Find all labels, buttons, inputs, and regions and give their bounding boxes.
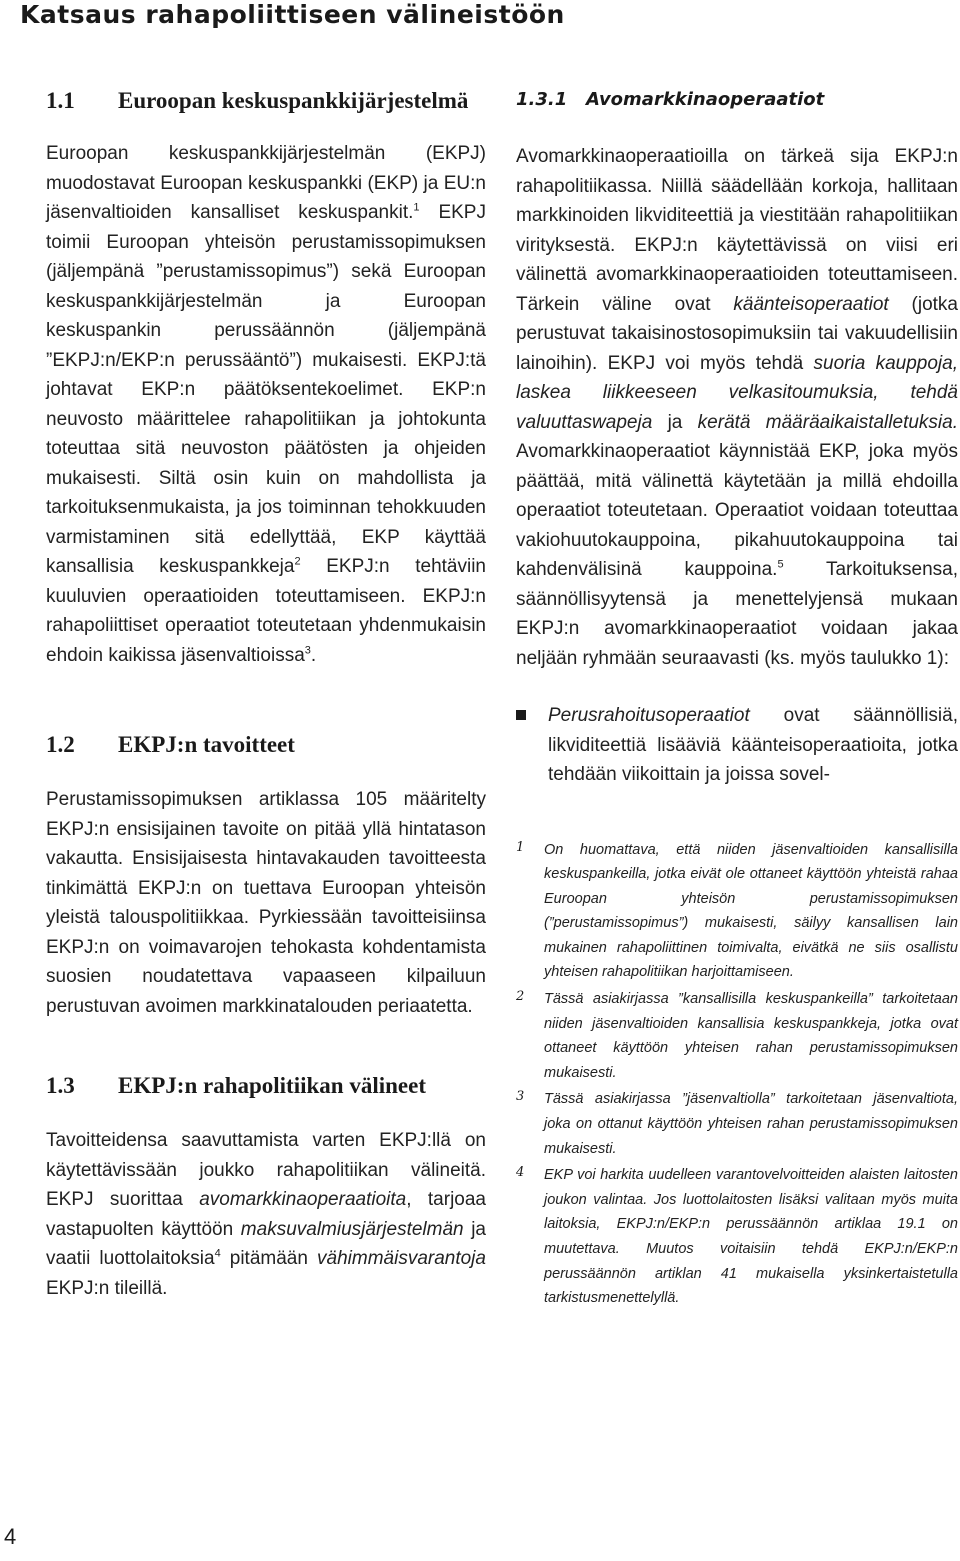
footnote-text: On huomattava, että niiden jäsenvaltioiden kansallisilla keskuspankeilla, jotka eivät ole ottaneet käyttöön yhteistä rahaa Euroopan yhteisön perustamissopimuksen (”perustamissopimus”) mukaisesti, säilyy kansallisen lain mukainen rahapoliittinen toimivalta, eivätkä ne siis osallistu yhteisen rahapolitiikan harjoittamiseen.	[544, 841, 958, 981]
section-number: 1.3	[46, 1073, 75, 1098]
page-header: Katsaus rahapoliittiseen välineistöön	[20, 0, 565, 29]
emphasis: kerätä määräaikaistalletuksia.	[697, 411, 958, 433]
paragraph-ekpj	[46, 139, 486, 670]
left-column	[46, 86, 486, 1303]
bullet-item	[516, 701, 958, 790]
paragraph-avomarkkina	[516, 142, 958, 673]
section-1-3-heading	[46, 1071, 486, 1100]
text-run: Euroopan keskuspankkijärjestelmän (EKPJ) muodostavat Euroopan keskuspankki (EKP) ja EU:n jäsenvaltioiden kansalliset keskuspankit.	[46, 143, 486, 223]
text-run: ja vaatii luottolaitoksia	[46, 1218, 486, 1269]
text-run: EKPJ:n tileillä.	[46, 1277, 168, 1299]
square-bullet-icon	[516, 710, 526, 720]
footnote-ref: 2	[294, 555, 301, 568]
paragraph-tavoitteet: Perustamissopimuksen artiklassa 105 määritelty EKPJ:n ensisijainen tavoite on pitää yllä hintatason vakautta. Ensisijaisesta hintavakauden tavoitteesta tinkimättä EKPJ:n on tuettava Euroopan yhteisön yleistä talouspolitiikkaa. Pyrkiessään tavoitteisiinsa EKPJ:n on voimavarojen tehokasta kohdentamista suosien noudatettava vapaaseen kilpailuun perustuvan avoimen markkinatalouden periaatetta.	[46, 789, 486, 1017]
footnote-text: Tässä asiakirjassa ”jäsenvaltiolla” tarkoitetaan jäsenvaltiota, joka on ottanut käyttöön yhteisen rahan perustamissopimuksen mukaisesti.	[544, 1091, 958, 1157]
footnote-number: 1	[516, 839, 525, 855]
section-1-2-heading	[46, 730, 486, 759]
text-run: (jotka perustuvat takaisinostosopimuksiin tai vakuudellisiin lainoihin). EKPJ voi myös tehdä	[516, 293, 958, 374]
text-run: ja	[652, 411, 698, 433]
footnote-1	[516, 838, 958, 986]
footnote-ref: 1	[413, 201, 420, 214]
footnote-number: 3	[516, 1089, 525, 1105]
footnote-ref: 4	[214, 1247, 221, 1260]
text-run: .	[310, 644, 317, 666]
footnote-ref: 5	[777, 558, 784, 571]
section-1-1	[46, 86, 486, 670]
subsection-title: Avomarkkinaoperaatiot	[586, 89, 825, 110]
section-title: EKPJ:n tavoitteet	[118, 732, 295, 757]
text-run: , tarjoaa vastapuolten käyttöön	[46, 1189, 486, 1240]
section-1-1-heading	[46, 86, 486, 115]
footnote-4	[516, 1163, 958, 1311]
section-1-2	[46, 730, 486, 1021]
emphasis: avomarkkinaoperaatioita	[199, 1189, 407, 1210]
footnote-number: 4	[516, 1165, 525, 1181]
footnote-text: Tässä asiakirjassa ”kansallisilla keskuspankeilla” tarkoitetaan niiden jäsenvaltioiden kansallisia keskuspankkeja, jotka ovat ottaneet käyttöön yhteisen rahan perustamissopimuksen mukaisesti.	[544, 991, 958, 1081]
emphasis: maksuvalmiusjärjestelmän	[240, 1218, 464, 1240]
footnote-3	[516, 1087, 958, 1161]
text-run: ovat säännöllisiä, likviditeettiä lisääviä käänteisoperaatioita, jotka tehdään viikoittain ja joissa sovel-	[548, 705, 958, 785]
section-1-3-1	[516, 86, 958, 673]
text-run: Avomarkkinaoperaatioilla on tärkeä sija EKPJ:n rahapolitiikassa. Niillä säädellään korkoja, hallitaan markkinoiden likviditeettiä ja viestitään rahapolitiikan virityksestä. EKPJ:n käytettävissä on viisi eri välinettä avomarkkinaoperaatioiden toteuttamiseen. Tärkein väline ovat	[516, 146, 958, 315]
right-column	[516, 86, 958, 1313]
subsection-number: 1.3.1	[516, 89, 568, 110]
footnote-2	[516, 987, 958, 1085]
emphasis: Perusrahoitusoperaatiot	[548, 705, 750, 726]
footnotes	[516, 838, 958, 1311]
text-run: Avomarkkinaoperaatiot käynnistää EKP, joka myös päättää, mitä välinettä käytetään ja millä ehdoilla operaatiot toteutetaan. Operaatiot voidaan toteuttaa vakiohuutokauppoina, pikahuutokauppoina tai kahdenvälisinä kauppoina.	[516, 441, 958, 580]
text-run: Tarkoituksensa, säännöllisyytensä ja menettelyjensä mukaan EKPJ:n avomarkkinaoperaatiot voidaan jakaa neljään ryhmään seuraavasti (ks. myös taulukko 1):	[516, 559, 958, 669]
bullet-text	[548, 701, 958, 790]
text-run: EKPJ toimii Euroopan yhteisön perustamissopimuksen (jäljempänä ”perustamissopimus”) sekä Euroopan keskuspankkijärjestelmän ja Euroopan keskuspankin perussäännön (jäljempänä ”EKPJ:n/EKP:n perussääntö”) mukaisesti. EKPJ:tä johtavat EKP:n päätöksentekoelimet. EKP:n neuvosto määrittelee rahapolitiikan ja johtokunta toteuttaa sitä neuvoston päätösten ja ohjeiden mukaisesti. Siltä osin kuin on mahdollista ja tarkoituksenmukaista, ja jos toiminnan tehokkuuden varmistaminen sitä edellyttää, EKP käyttää kansallisia keskuspankkeja	[46, 202, 486, 577]
section-number: 1.1	[46, 88, 75, 113]
section-1-3	[46, 1071, 486, 1303]
subsection-heading	[516, 86, 958, 114]
footnote-ref: 3	[304, 644, 311, 657]
text-run: EKPJ:n tehtäviin kuuluvien operaatioiden toteuttamiseen. EKPJ:n rahapoliittiset operaatiot toteutetaan yhdenmukaisin ehdoin kaikissa jäsenvaltioissa	[46, 556, 486, 666]
emphasis: käänteisoperaatiot	[733, 293, 889, 315]
text-run: Tavoitteidensa saavuttamista varten EKPJ:llä on käytettävissään joukko rahapolitiikan välineitä. EKPJ suorittaa	[46, 1130, 486, 1210]
section-number: 1.2	[46, 732, 75, 757]
section-title: EKPJ:n rahapolitiikan välineet	[118, 1073, 426, 1098]
footnote-number: 2	[516, 989, 525, 1005]
emphasis: suoria kauppoja, laskea liikkeeseen velkasitoumuksia, tehdä valuuttaswapeja	[516, 352, 958, 433]
text-run: pitämään	[220, 1248, 318, 1269]
footnote-text: EKP voi harkita uudelleen varantovelvoitteiden alaisten laitosten joukon valintaa. Jos luottolaitosten lisäksi valitaan myös muita laitoksia, EKPJ:n/EKP:n perussäännön artiklaa 19.1 on muutettava. Muutos voitaisiin tehdä EKPJ:n/EKP:n perussäännön artiklan 41 mukaisella yksinkertaistetulla tarkistusmenettelyllä.	[544, 1167, 958, 1307]
paragraph-valineet	[46, 1126, 486, 1303]
emphasis: vähimmäisvarantoja	[317, 1248, 486, 1269]
section-title: Euroopan keskuspankkijärjestelmä	[118, 88, 469, 113]
page-number: 4	[4, 1524, 17, 1549]
